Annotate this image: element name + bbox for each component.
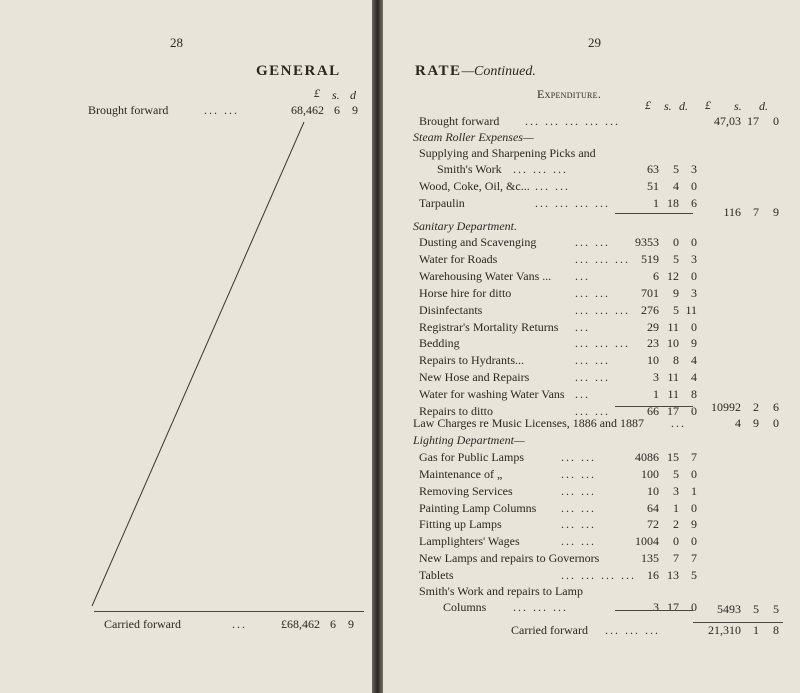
- lighting-item-dots: ... ...: [561, 467, 596, 481]
- brought-forward-right-pounds: 47,03: [714, 114, 741, 128]
- lighting-item-pounds: 16: [647, 568, 659, 582]
- lighting-item-label: Tablets: [419, 568, 454, 582]
- brought-forward-pounds: 68,462: [291, 103, 324, 117]
- carried-forward-right-pence: 8: [773, 623, 779, 637]
- brought-forward-dots-right: ... ... ... ... ...: [525, 114, 620, 128]
- brought-forward-dots: ... ...: [204, 103, 239, 117]
- page-heading-right: [415, 64, 536, 79]
- sanitary-item-label: Repairs to Hydrants...: [419, 353, 524, 368]
- lighting-item-label: Fitting up Lamps: [419, 517, 502, 531]
- sanitary-item-shillings: 5: [673, 251, 679, 266]
- brought-forward-right-shillings: 17: [747, 114, 759, 128]
- sanitary-item-dots: ... ...: [575, 370, 610, 385]
- sanitary-item-pence: 0: [691, 268, 697, 283]
- carried-forward-dots: ...: [232, 617, 247, 631]
- sanitary-subtotal-rule: [615, 406, 693, 407]
- law-charges-shillings: 9: [753, 416, 759, 430]
- col-head-shillings: s.: [332, 88, 340, 102]
- sanitary-item-label: Horse hire for ditto: [419, 285, 512, 300]
- carried-forward-right-pounds: 21,310: [708, 623, 741, 637]
- lighting-total-pounds: 5493: [717, 602, 741, 616]
- page-number-right: 29: [588, 35, 601, 50]
- lighting-item-shillings: 17: [667, 600, 679, 614]
- brought-forward-shillings: 6: [334, 103, 340, 117]
- cancellation-stroke: [0, 0, 372, 693]
- sanitary-item-dots: ... ... ...: [575, 251, 630, 266]
- lighting-item-pence: 7: [691, 450, 697, 464]
- col-head-pence: d: [350, 88, 356, 102]
- lighting-subtotal-rule: [615, 610, 693, 611]
- sanitary-item-pounds: 3: [653, 370, 659, 385]
- sanitary-item-pounds: 6: [653, 268, 659, 283]
- lighting-item-pence: 5: [691, 568, 697, 582]
- law-charges-label: Law Charges re Music Licenses, 1886 and 1887: [413, 416, 645, 430]
- carried-forward-pounds: £68,462: [281, 617, 320, 631]
- sanitary-item-pounds: 701: [641, 285, 659, 300]
- sanitary-item-shillings: 8: [673, 353, 679, 368]
- steam-total-shillings: 7: [753, 205, 759, 219]
- sanitary-item-shillings: 0: [673, 235, 679, 249]
- sanitary-item-label: Registrar's Mortality Returns: [419, 319, 559, 334]
- steam-item-shillings: 4: [673, 179, 679, 193]
- col-head-pounds: £: [314, 86, 320, 100]
- carried-forward-dots-right: ... ... ...: [605, 623, 660, 637]
- sanitary-item-shillings: 17: [667, 404, 679, 418]
- law-charges-dots: ...: [671, 416, 686, 430]
- lighting-total-shillings: 5: [753, 602, 759, 616]
- sanitary-heading: Sanitary Department.: [413, 219, 517, 233]
- sanitary-item-dots: ... ...: [575, 353, 610, 368]
- lighting-item-shillings: 1: [673, 501, 679, 515]
- sanitary-item-pence: 4: [691, 370, 697, 385]
- sanitary-item-pence: 11: [685, 302, 697, 317]
- left-page: [0, 0, 372, 693]
- steam-item-label: Tarpaulin: [419, 196, 465, 210]
- lighting-item-pounds: 135: [641, 551, 659, 565]
- col-head-pence-1: d.: [679, 99, 688, 113]
- lighting-item-shillings: 5: [673, 467, 679, 481]
- sanitary-item-dots: ... ... ...: [575, 302, 630, 317]
- brought-forward-label: Brought forward: [88, 103, 169, 117]
- lighting-item-shillings: 15: [667, 450, 679, 464]
- lighting-item-label: Lamplighters' Wages: [419, 534, 520, 548]
- steam-item-shillings: 18: [667, 196, 679, 210]
- sanitary-item-pence: 8: [691, 387, 697, 402]
- sanitary-item-shillings: 11: [667, 319, 679, 334]
- col-head-pounds-1: £: [645, 98, 651, 112]
- lighting-item-pounds: 10: [647, 484, 659, 498]
- sanitary-total-shillings: 2: [753, 400, 759, 414]
- lighting-item-label: Columns: [443, 600, 487, 614]
- lighting-item-dots: ... ... ...: [513, 600, 568, 614]
- law-charges-pence: 0: [773, 416, 779, 430]
- lighting-item-shillings: 13: [667, 568, 679, 582]
- steam-subtotal-rule: [615, 213, 693, 214]
- sanitary-item-pence: 0: [691, 404, 697, 418]
- steam-item-pence: 3: [691, 162, 697, 176]
- sanitary-item-label: Disinfectants: [419, 302, 483, 317]
- sanitary-item-pounds: 29: [647, 319, 659, 334]
- lighting-item-dots: ... ...: [561, 517, 596, 531]
- lighting-item-pounds: 1004: [635, 534, 659, 548]
- sanitary-item-shillings: 12: [667, 268, 679, 283]
- sanitary-item-pence: 9: [691, 336, 697, 351]
- sanitary-item-dots: ... ... ...: [575, 336, 630, 351]
- sanitary-item-pounds: 519: [641, 251, 659, 266]
- right-page: [383, 0, 800, 693]
- lighting-item-pence: 0: [691, 467, 697, 481]
- page-number-left: 28: [170, 35, 183, 50]
- section-title-expenditure: Expenditure.: [537, 87, 602, 101]
- brought-forward-pence: 9: [352, 103, 358, 117]
- sanitary-item-label: Dusting and Scavenging: [419, 235, 537, 249]
- lighting-item-pounds: 72: [647, 517, 659, 531]
- lighting-heading: Lighting Department—: [413, 433, 525, 447]
- page-heading-left: GENERAL: [256, 63, 341, 79]
- carried-forward-rule: [94, 611, 364, 612]
- lighting-item-pence: 9: [691, 517, 697, 531]
- lighting-item-shillings: 3: [673, 484, 679, 498]
- heading-continued: —Continued.: [461, 64, 536, 79]
- steam-item-dots: ... ... ... ...: [535, 196, 610, 210]
- lighting-total-pence: 5: [773, 602, 779, 616]
- sanitary-item-label: Warehousing Water Vans ...: [419, 268, 552, 283]
- carried-forward-label: Carried forward: [104, 617, 181, 631]
- lighting-item-pence: 1: [691, 484, 697, 498]
- sanitary-item-shillings: 10: [667, 336, 679, 351]
- sanitary-total-pence: 6: [773, 400, 779, 414]
- steam-item-pounds: 1: [653, 196, 659, 210]
- sanitary-item-pence: 3: [691, 251, 697, 266]
- lighting-item-dots: ... ... ... ...: [561, 568, 636, 582]
- sanitary-item-pence: 4: [691, 353, 697, 368]
- brought-forward-label-right: Brought forward: [419, 114, 500, 128]
- sanitary-item-pence: 0: [691, 319, 697, 334]
- sanitary-item-shillings: 5: [673, 302, 679, 317]
- col-head-shillings-2: s.: [734, 99, 742, 113]
- lighting-item-label: Removing Services: [419, 484, 513, 498]
- sanitary-item-dots: ...: [575, 268, 590, 283]
- sanitary-item-dots: ...: [575, 387, 590, 402]
- steam-item-pence: 0: [691, 179, 697, 193]
- lighting-item-pounds: 4086: [635, 450, 659, 464]
- col-head-shillings-1: s.: [664, 99, 672, 113]
- sanitary-item-pounds: 23: [647, 336, 659, 351]
- sanitary-total-pounds: 10992: [711, 400, 741, 414]
- lighting-item-label: Painting Lamp Columns: [419, 501, 537, 515]
- carried-forward-right-shillings: 1: [753, 623, 759, 637]
- lighting-item-shillings: 0: [673, 534, 679, 548]
- sanitary-item-label: Repairs to ditto: [419, 404, 493, 418]
- lighting-item-dots: ... ...: [561, 501, 596, 515]
- carried-forward-label-right: Carried forward: [511, 623, 588, 637]
- lighting-item-dots: ... ...: [561, 484, 596, 498]
- steam-roller-heading: Steam Roller Expenses—: [413, 130, 534, 144]
- steam-item-label: Wood, Coke, Oil, &c...: [419, 179, 530, 193]
- lighting-item-pence: 0: [691, 501, 697, 515]
- col-head-pence-2: d.: [759, 99, 768, 113]
- lighting-item-dots: ... ...: [561, 450, 596, 464]
- book-gutter: [372, 0, 383, 693]
- lighting-item-shillings: 2: [673, 517, 679, 531]
- steam-item-pounds: 63: [647, 162, 659, 176]
- lighting-item-pounds: 100: [641, 467, 659, 481]
- sanitary-item-dots: ... ...: [575, 285, 610, 300]
- sanitary-item-pounds: 10: [647, 353, 659, 368]
- sanitary-item-pounds: 1: [653, 387, 659, 402]
- lighting-item-label: Gas for Public Lamps: [419, 450, 524, 464]
- lighting-item-label: Smith's Work and repairs to Lamp: [419, 584, 583, 598]
- steam-item-pounds: 51: [647, 179, 659, 193]
- lighting-item-shillings: 7: [673, 551, 679, 565]
- sanitary-item-label: Water for washing Water Vans: [419, 387, 565, 402]
- carried-forward-pence: 9: [348, 617, 354, 631]
- sanitary-item-pence: 3: [691, 285, 697, 300]
- heading-rate: RATE: [415, 63, 462, 79]
- steam-item-dots: ... ... ...: [513, 162, 568, 176]
- law-charges-pounds: 4: [735, 416, 741, 430]
- lighting-item-pence: 0: [691, 600, 697, 614]
- carried-forward-shillings: 6: [330, 617, 336, 631]
- sanitary-item-dots: ...: [575, 319, 590, 334]
- sanitary-item-shillings: 11: [667, 387, 679, 402]
- sanitary-item-label: Water for Roads: [419, 251, 498, 266]
- sanitary-item-shillings: 11: [667, 370, 679, 385]
- steam-total-pence: 9: [773, 205, 779, 219]
- steam-total-pounds: 116: [723, 205, 741, 219]
- sanitary-item-pounds: 66: [647, 404, 659, 418]
- steam-item-shillings: 5: [673, 162, 679, 176]
- lighting-item-pounds: 3: [653, 600, 659, 614]
- lighting-item-pence: 0: [691, 534, 697, 548]
- sanitary-item-dots: ... ...: [575, 404, 610, 418]
- lighting-item-pence: 7: [691, 551, 697, 565]
- sanitary-item-pounds: 9353: [635, 235, 659, 249]
- sanitary-item-label: New Hose and Repairs: [419, 370, 530, 385]
- lighting-item-label: Maintenance of „: [419, 467, 503, 481]
- sanitary-item-pence: 0: [691, 235, 697, 249]
- steam-item-label: Smith's Work: [437, 162, 502, 176]
- lighting-item-label: New Lamps and repairs to Governors: [419, 551, 600, 565]
- steam-item-label: Supplying and Sharpening Picks and: [419, 146, 596, 160]
- col-head-pounds-2: £: [705, 98, 711, 112]
- lighting-item-pounds: 64: [647, 501, 659, 515]
- lighting-item-dots: ... ...: [561, 534, 596, 548]
- steam-item-dots: ... ...: [535, 179, 570, 193]
- brought-forward-right-pence: 0: [773, 114, 779, 128]
- sanitary-item-dots: ... ...: [575, 235, 610, 249]
- sanitary-item-shillings: 9: [673, 285, 679, 300]
- sanitary-item-label: Bedding: [419, 336, 460, 351]
- steam-item-pence: 6: [691, 196, 697, 210]
- sanitary-item-pounds: 276: [641, 302, 659, 317]
